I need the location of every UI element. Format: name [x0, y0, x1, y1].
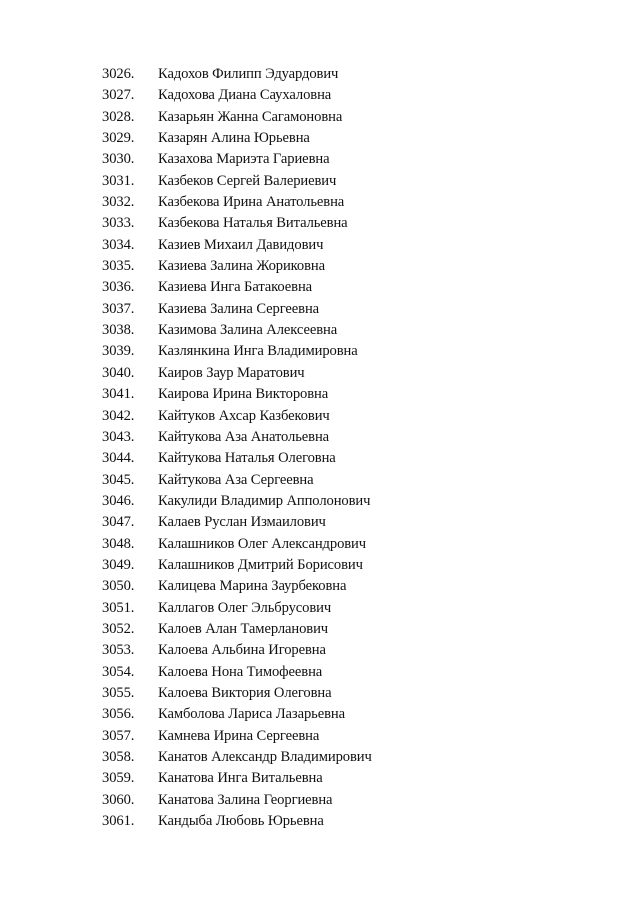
person-name: Каллагов Олег Эльбрусович: [158, 599, 332, 616]
item-number: 3040.: [102, 364, 135, 381]
item-number: 3053.: [102, 642, 135, 659]
person-name: Казлянкина Инга Владимировна: [158, 343, 358, 360]
item-number: 3028.: [102, 108, 135, 125]
item-number: 3035.: [102, 258, 135, 275]
list-item: [102, 277, 372, 298]
person-name: Кадохов Филипп Эдуардович: [158, 66, 339, 82]
item-number: 3039.: [102, 343, 135, 360]
list-item: [102, 256, 372, 277]
person-name: Какулиди Владимир Апполонович: [158, 492, 371, 509]
list-item: [102, 598, 372, 619]
list-item: [102, 128, 372, 149]
item-number: 3057.: [102, 727, 135, 744]
person-name: Калашников Олег Александрович: [158, 535, 367, 552]
item-number: 3059.: [102, 770, 135, 787]
list-item: [102, 149, 372, 170]
list-item: [102, 448, 372, 469]
item-number: 3050.: [102, 578, 135, 595]
item-number: 3031.: [102, 172, 135, 189]
list-item: [102, 470, 372, 491]
item-number: 3060.: [102, 791, 135, 808]
item-number: 3032.: [102, 194, 135, 211]
person-name: Кадохова Диана Саухаловна: [158, 87, 332, 104]
person-name: Камболова Лариса Лазарьевна: [158, 706, 345, 723]
person-name: Канатов Александр Владимирович: [158, 749, 372, 765]
person-name: Казарьян Жанна Сагамоновна: [158, 108, 343, 125]
list-item: [102, 768, 372, 789]
person-name: Кайтуков Ахсар Казбекович: [158, 407, 330, 424]
person-name: Калоева Виктория Олеговна: [158, 684, 332, 701]
list-item: [102, 192, 372, 213]
item-number: 3029.: [102, 130, 135, 147]
item-number: 3048.: [102, 535, 135, 552]
list-item: [102, 555, 372, 576]
item-number: 3033.: [102, 215, 135, 232]
person-name: Казимова Залина Алексеевна: [158, 322, 338, 339]
item-number: 3027.: [102, 87, 135, 104]
person-name: Канатова Залина Георгиевна: [158, 791, 333, 808]
person-name: Кандыба Любовь Юрьевна: [158, 813, 324, 830]
item-number: 3044.: [102, 450, 135, 467]
person-name: Казиева Инга Батакоевна: [158, 279, 313, 296]
list-item: [102, 107, 372, 128]
person-name: Казиева Залина Сергеевна: [158, 300, 320, 317]
list-item: [102, 427, 372, 448]
item-number: 3049.: [102, 556, 135, 573]
item-number: 3055.: [102, 684, 135, 701]
person-name: Калоева Нона Тимофеевна: [158, 663, 323, 680]
list-item: [102, 811, 372, 832]
list-item: [102, 384, 372, 405]
item-number: 3036.: [102, 279, 135, 296]
list-item: [102, 662, 372, 683]
item-number: 3041.: [102, 386, 135, 403]
list-item: [102, 576, 372, 597]
person-name: Калоева Альбина Игоревна: [158, 642, 326, 659]
person-name: Калаев Руслан Измаилович: [158, 514, 326, 531]
list-item: [102, 747, 372, 768]
item-number: 3026.: [102, 66, 135, 82]
list-item: [102, 406, 372, 427]
list-item: [102, 683, 372, 704]
list-item: [102, 320, 372, 341]
person-name: Калашников Дмитрий Борисович: [158, 556, 363, 573]
person-name: Каирова Ирина Викторовна: [158, 386, 329, 403]
list-item: [102, 171, 372, 192]
item-number: 3034.: [102, 236, 135, 253]
person-name: Казиева Залина Жориковна: [158, 258, 326, 275]
person-name: Казбеков Сергей Валериевич: [158, 172, 337, 189]
person-name: Канатова Инга Витальевна: [158, 770, 323, 787]
list-item: [102, 64, 372, 85]
item-number: 3042.: [102, 407, 135, 424]
list-item: [102, 726, 372, 747]
person-name: Казбекова Ирина Анатольевна: [158, 194, 345, 211]
person-name: Казарян Алина Юрьевна: [158, 130, 310, 147]
numbered-name-list: [102, 64, 372, 832]
item-number: 3051.: [102, 599, 135, 616]
list-item: [102, 85, 372, 106]
person-name: Каиров Заур Маратович: [158, 364, 305, 381]
person-name: Калицева Марина Заурбековна: [158, 578, 347, 595]
item-number: 3030.: [102, 151, 135, 168]
list-item: [102, 235, 372, 256]
person-name: Кайтукова Наталья Олеговна: [158, 450, 336, 467]
person-name: Казахова Мариэта Гариевна: [158, 151, 330, 168]
person-name: Кайтукова Аза Сергеевна: [158, 471, 314, 488]
item-number: 3052.: [102, 620, 135, 637]
item-number: 3045.: [102, 471, 135, 488]
list-item: [102, 534, 372, 555]
item-number: 3058.: [102, 749, 135, 765]
item-number: 3054.: [102, 663, 135, 680]
list-item: [102, 341, 372, 362]
person-name: Калоев Алан Тамерланович: [158, 620, 329, 637]
item-number: 3043.: [102, 428, 135, 445]
list-item: [102, 363, 372, 384]
list-item: [102, 213, 372, 234]
item-number: 3038.: [102, 322, 135, 339]
list-item: [102, 512, 372, 533]
list-item: [102, 299, 372, 320]
item-number: 3046.: [102, 492, 135, 509]
person-name: Кайтукова Аза Анатольевна: [158, 428, 330, 445]
person-name: Камнева Ирина Сергеевна: [158, 727, 320, 744]
item-number: 3047.: [102, 514, 135, 531]
list-item: [102, 640, 372, 661]
person-name: Казбекова Наталья Витальевна: [158, 215, 348, 232]
person-name: Казиев Михаил Давидович: [158, 236, 324, 253]
list-item: [102, 619, 372, 640]
list-item: [102, 790, 372, 811]
item-number: 3056.: [102, 706, 135, 723]
list-item: [102, 704, 372, 725]
item-number: 3037.: [102, 300, 135, 317]
item-number: 3061.: [102, 813, 135, 830]
list-item: [102, 491, 372, 512]
